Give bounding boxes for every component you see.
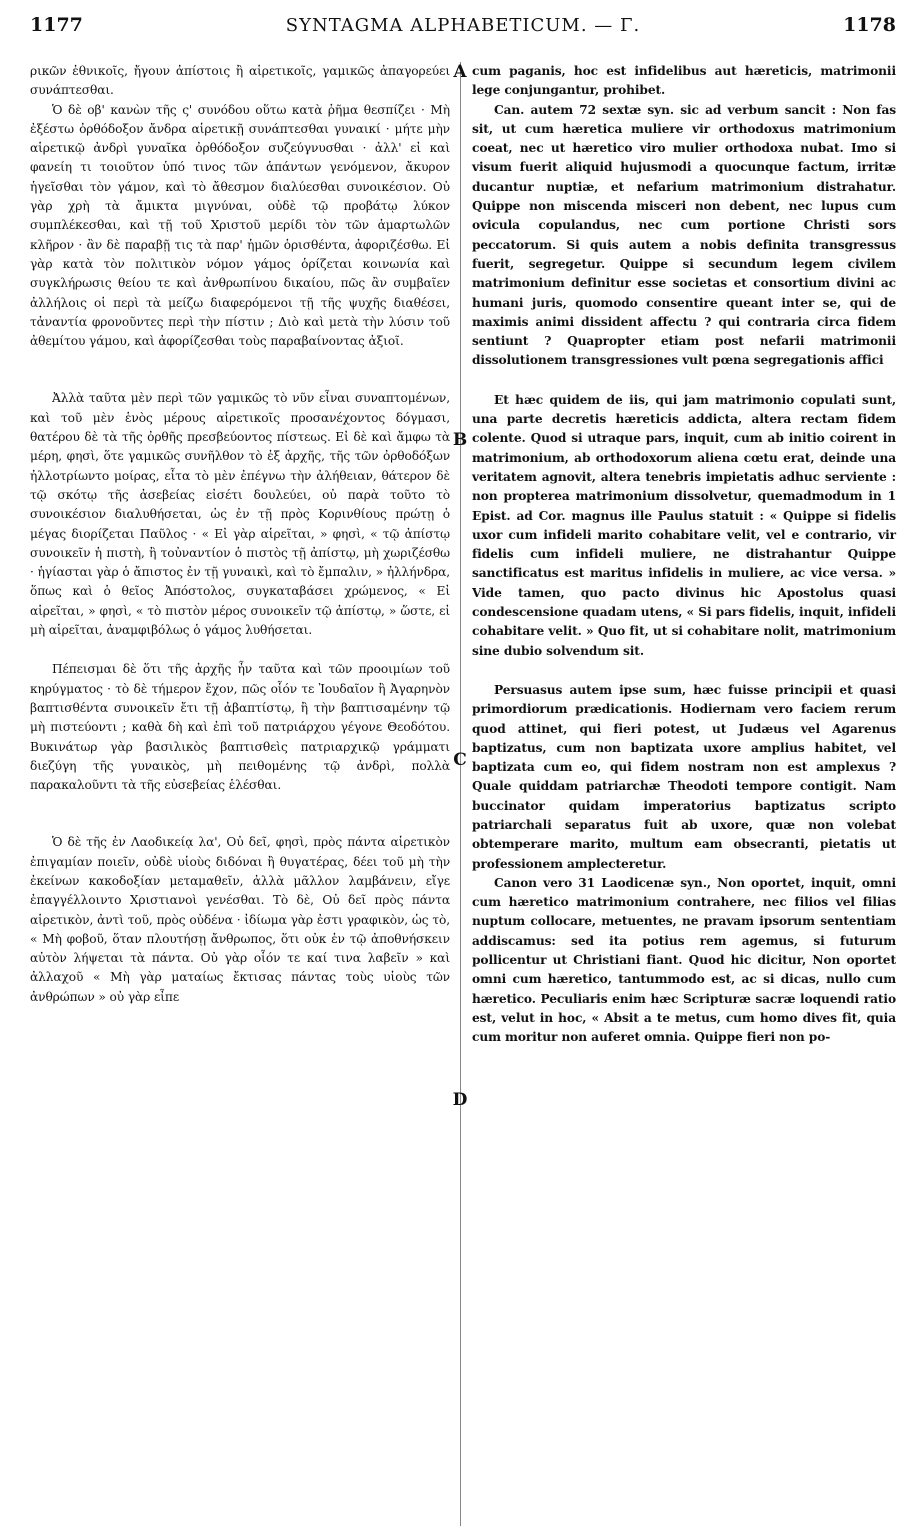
section-marker-d: D [452, 1090, 468, 1110]
latin-column [472, 62, 896, 1048]
greek-paragraph-1: ρικῶν ἐθνικοῖς, ἤγουν ἀπίστοις ἢ αἱρετικοῖς, γαμικῶς ἀπαγορεύει συνάπτεσθαι. [30, 64, 450, 98]
latin-paragraph-2: Can. autem 72 sextæ syn. sic ad verbum sancit : Non fas sit, ut cum hæretica muliere vir orthodoxus matrimonium coeat, nec ut hæretico viro mulier orthodoxa nubat. Imo si visum fuerit aliquid hujusmodi a quocunque factum, irritæ ducantur nuptiæ, et nefarium matrimonium distrahatur. Quippe non miscenda misceri non debent, nec lupus cum oviculа copulandus, nec cum portione Christi sors peccatorum. Si quis autem a nobis definita transgressus fuerit, segregetur. Quippe si secundum legem civilem matrimonium definitur esse societas et consortium divini ac humani juris, quomodo consentire queant inter se, qui de maximis animi dissident affectu ? qui contraria circa fidem sentiunt ? Quapropter etiam post nefarii matrimonii dissolutionem transgressiones vult pœna segregationis affici [472, 102, 896, 368]
greek-column [30, 62, 450, 1007]
greek-paragraph-2: Ὁ δὲ οβ' κανὼν τῆς ς' συνόδου οὕτω κατὰ ῥῆμα θεσπίζει · Μὴ ἐξέστω ὀρθόδοξον ἄνδρα αἱρετικῇ συνάπτεσθαι γυναικί · μήτε μὴν αἱρετικῷ ἀνδρὶ γυναῖκα ὀρθόδοξον συζεύγνυσθαι · ἀλλ' εἰ καὶ φανείη τι τοιοῦτον ὑπό τινος τῶν ἁπάντων γενόμενον, ἄκυρον ἡγεῖσθαι τὸν γάμον, καὶ τὸ ἄθεσμον διαλύεσθαι συνοικέσιον. Οὐ γὰρ χρὴ τὰ ἄμικτα μιγνύναι, οὐδὲ τῷ προβάτῳ λύκον συμπλέκεσθαι, καὶ τῇ τοῦ Χριστοῦ μερίδι τὸν τῶν ἁμαρτωλῶν κλῆρον · ἂν δὲ παραβῇ τις τὰ παρ' ἡμῶν ὁρισθέντα, ἀφοριζέσθω. Εἰ γὰρ κατὰ τὸν πολιτικὸν νόμον γάμος ὁρίζεται κοινωνία καὶ συγκλήρωσις θείου τε καὶ ἀνθρωπίνου δικαίου, πῶς ἂν συμβαῖεν ἀλλήλοις οἱ περὶ τὰ μείζω διαφερόμενοι τῇ τῆς ψυχῆς διαθέσει, τἀναντία φρονοῦντες περὶ τὴν πίστιν ; Διὸ καὶ μετὰ τὴν λύσιν τοῦ ἀθεμίτου γάμου, καὶ ἀφορίζεσθαι τοὺς παραβαίνοντας ἀξιοῖ. [30, 102, 450, 349]
page-number-left: 1177 [30, 14, 83, 36]
latin-paragraph-4: Persuasus autem ipse sum, hæc fuisse principii et quasi primordiorum prædicationis. Hodiernam vero faciem rerum quod attinet, qui fieri potest, ut Judæus vel Agarenus baptizatus, cum non baptizata uxore amplius habitet, vel baptizata cum eo, qui fidem nostram non est amplexus ? Quale quiddam patriarchæ Theodoti tempore contigit. Nam buccinator quidam imperatorius baptizatus scripto patriarchali separatus fuit ab uxore, quæ non volebat obtemperare marito, multum eam obsecranti, pietatis ut professionem amplecteretur. [472, 682, 896, 871]
greek-paragraph-4: Πέπεισμαι δὲ ὅτι τῆς ἀρχῆς ἦν ταῦτα καὶ τῶν προοιμίων τοῦ κηρύγματος · τὸ δὲ τήμερον ἔχον, πῶς οἷόν τε Ἰουδαῖον ἢ Ἀγαρηνὸν βαπτισθέντα συνοικεῖν ἔτι τῇ ἀβαπτίστῳ, ἢ τὴν βαπτισαμένην τῷ μὴ πιστεύοντι ; καθὰ δὴ καὶ ἐπὶ τοῦ πατριάρχου γέγονε Θεοδότου. Βυκινάτωρ γὰρ βασιλικὸς βαπτισθεὶς πατριαρχικῷ γράμματι διεζύγη τῆς γυναικὸς, μὴ πειθομένης τῷ ἀνδρὶ, πολλὰ παρακαλοῦντι τὰ τῆς εὐσεβείας ἑλέσθαι. [30, 662, 450, 793]
greek-paragraph-3: Ἀλλὰ ταῦτα μὲν περὶ τῶν γαμικῶς τὸ νῦν εἶναι συναπτομένων, καὶ τοῦ μὲν ἑνὸς μέρους αἱρετικοῖς προσανέχοντος δόγμασι, θατέρου δὲ τὰ τῆς ὀρθῆς πρεσβεύοντος πίστεως. Εἰ δὲ καὶ ἄμφω τὰ μέρη, φησὶ, ὅτε γαμικῶς συνῆλθον τὸ ἐξ ἀρχῆς, τῆς τῶν ὀρθοδόξων ἠλλοτρίωντο μοίρας, εἶτα τὸ μὲν ἐπέγνω τὴν ἀλήθειαν, θάτερον δὲ τῷ σκότῳ τῆς ἀσεβείας εἰσέτι δουλεύει, οὐ παρὰ τοῦτο τὸ συνοικέσιον διαλυθήσεται, ὡς ἐν τῇ πρὸς Κορινθίους πρώτῃ ὁ μέγας διορίζεται Παῦλος · « Εἰ γὰρ αἱρεῖται, » φησὶ, « τῷ ἀπίστῳ συνοικεῖν ἡ πιστὴ, ἢ τοὐναντίον ὁ πιστὸς τῇ ἀπίστῳ, μὴ χωριζέσθω · ἡγίασται γὰρ ὁ ἄπιστος ἐν τῇ γυναικὶ, καὶ τὸ ἔμπαλιν, » ἠλλήνδρα, ὅπως καὶ ὁ θεῖος Ἀπόστολος, συγκαταβάσει χρώμενος, « Εἰ αἱρεῖται, » φησὶ, « τὸ πιστὸν μέρος συνοικεῖν τῷ ἀπίστῳ, » ὥστε, εἰ μὴ αἱρεῖται, ἀναμφιβόλως ὁ γάμος λυθήσεται. [30, 391, 450, 638]
running-title: SYNTAGMA ALPHABETICUM. — Γ. [285, 15, 641, 36]
latin-paragraph-1: cum paganis, hoc est infidelibus aut hæreticis, matrimonii lege conjungantur, prohibet. [472, 64, 896, 98]
section-marker-a: A [453, 62, 467, 82]
column-divider [460, 62, 461, 1526]
greek-paragraph-5: Ὁ δὲ τῆς ἐν Λαοδικείᾳ λα', Οὐ δεῖ, φησὶ, πρὸς πάντα αἱρετικὸν ἐπιγαμίαν ποιεῖν, οὐδὲ υἱοὺς διδόναι ἢ θυγατέρας, δέει τοῦ μὴ τὴν ἐκείνων κακοδοξίαν μεταμαθεῖν, ἀλλὰ μᾶλλον λαμβάνειν, εἴγε ἐπαγγέλλοιντο Χριστιανοὶ γενέσθαι. Τὸ δὲ, Οὐ δεῖ πρὸς πάντα αἱρετικὸν, ἀντὶ τοῦ, πρὸς οὐδένα · ἰδίωμα γὰρ ἐστι γραφικὸν, ὡς τὸ, « Μὴ φοβοῦ, ὅταν πλουτήσῃ ἄνθρωπος, ὅτι οὐκ ἐν τῷ ἀποθνήσκειν αὐτὸν λήψεται τὰ πάντα. Οὐ γὰρ οἷόν τε καί τινα λαβεῖν » καὶ ἀλλαχοῦ « Μὴ γὰρ ματαίως ἔκτισας πάντας τοὺς υἱοὺς τῶν ἀνθρώπων » οὐ γὰρ εἶπε [30, 835, 450, 1004]
page-number-right: 1178 [843, 14, 896, 36]
page-header [30, 14, 896, 48]
latin-paragraph-3: Et hæc quidem de iis, qui jam matrimonio copulati sunt, una parte decretis hæreticis addicta, altera rectam fidem colente. Quod si utraque pars, inquit, cum ab initio coirent in matrimonium, ab orthodoxorum aliena cœtu erat, deinde una veritatem agnovit, altera tenebris impietatis adhuc serviente : non propterea matrimonium dissolvetur, quemadmodum in 1 Epist. ad Cor. magnus ille Paulus statuit : « Quippe si fidelis uxor cum infideli marito cohabitare velit, vel e contrario, vir fidelis cum infideli muliere, ne distrahantur Quippe sanctificatus est maritus infidelis in muliere, ac vice versa. » Vide tamen, quo pacto divinus hic Apostolus quasi condescensione quadam utens, « Si pars fidelis, inquit, infideli cohabitare velit. » Quo fit, ut si cohabitare nolit, matrimonium sine dubio solvendum sit. [472, 392, 896, 658]
latin-paragraph-5: Canon vero 31 Laodicenæ syn., Non oportet, inquit, omni cum hæretico matrimonium contrahere, nec filios vel filias nuptum collocare, metuentes, ne pravam ipsorum sententiam addiscamus: sed ita potius rem agemus, si futurum pollicentur ut Christiani fiant. Quod hic dicitur, Non oportet omni cum hæretico, tantummodo est, ac si dicas, nullo cum hæretico. Peculiaris enim hæc Scripturæ sacræ loquendi ratio est, velut in hoc, « Absit a te metus, cum homo dives fit, quia cum moritur non auferet omnia. Quippe fieri non po- [472, 875, 896, 1045]
section-marker-b: B [452, 430, 468, 450]
section-marker-c: C [453, 750, 467, 770]
